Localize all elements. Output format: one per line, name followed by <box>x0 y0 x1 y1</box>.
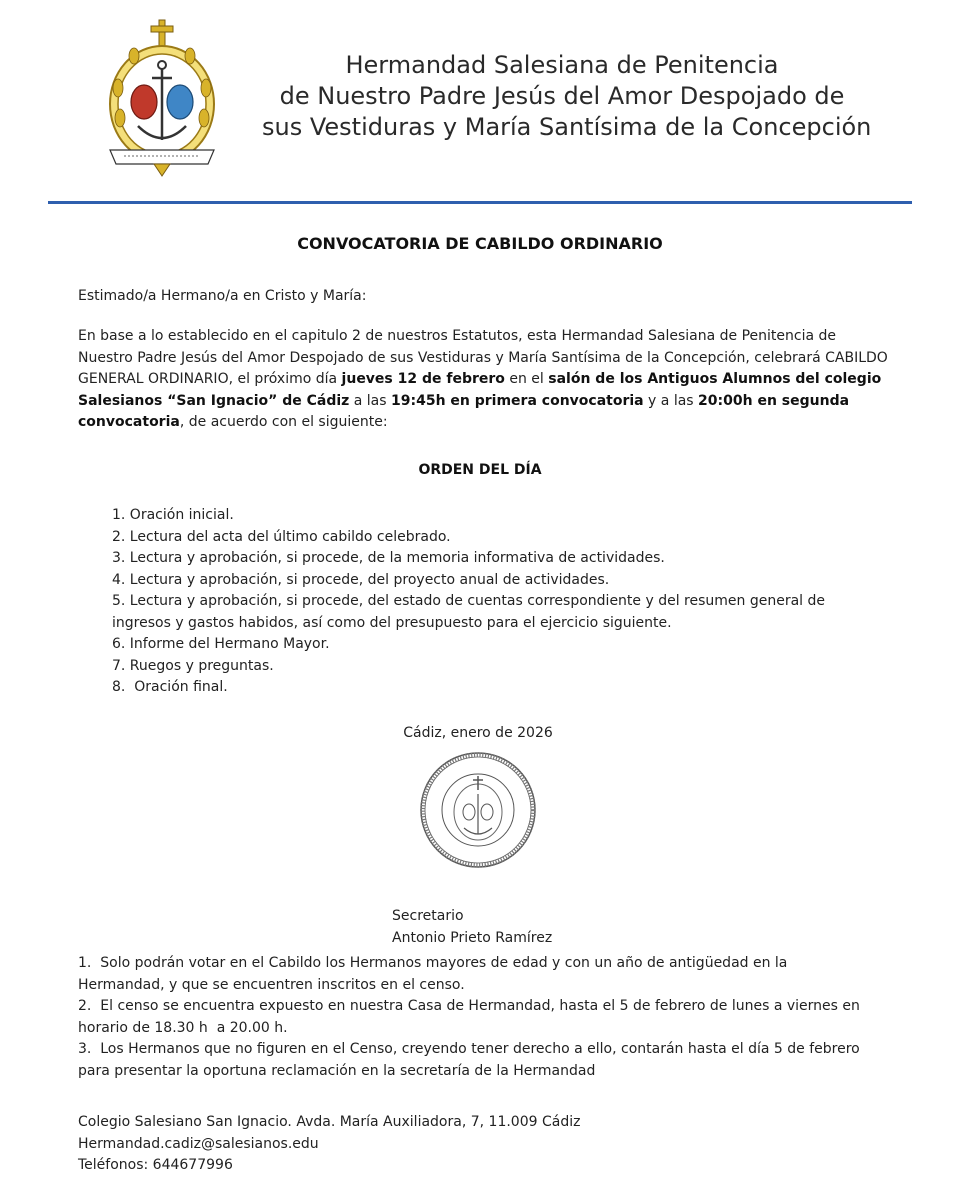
second-call-time: 20:00h en segunda convocatoria <box>78 392 850 430</box>
signer-name: Antonio Prieto Ramírez <box>392 929 553 946</box>
meeting-venue: salón de los Antiguos Alumnos del colegio Salesianos “San Ignacio” de Cádiz <box>78 371 882 409</box>
agenda-item: 4. Lectura y aprobación, si procede, del proyecto anual de actividades. <box>112 571 610 588</box>
note-item: 2. El censo se encuentra expuesto en nuestra Casa de Hermandad, hasta el 5 de febrero de lunes a viernes en horario de 18.30 h a 20.00 h. <box>78 998 865 1036</box>
note-item: 3. Los Hermanos que no figuren en el Censo, creyendo tener derecho a ello, contarán hasta el día 5 de febrero para presentar la oportuna reclamación en la secretaría de la Hermandad <box>78 1041 865 1079</box>
intro-text: En base a lo establecido en el capitulo 2 de nuestros Estatutos, esta Hermandad Salesiana de Penitencia de Nuestro Padre Jesús del Amor Despojado de sus Vestiduras y María Santísima de la Concepción, celebrará CABILDO GENERAL ORDINARIO, el próximo día <box>78 328 888 387</box>
brotherhood-seal-icon <box>418 750 538 870</box>
first-call-time: 19:45h en primera convocatoria <box>391 392 644 409</box>
footer-phone: Teléfonos: 644677996 <box>78 1157 233 1173</box>
agenda-item: 1. Oración inicial. <box>112 507 234 523</box>
signer-block <box>392 906 552 949</box>
document-title: CONVOCATORIA DE CABILDO ORDINARIO <box>297 234 663 253</box>
place-date: Cádiz, enero de 2026 <box>403 725 553 741</box>
agenda-list <box>112 505 862 699</box>
organization-title-line: Hermandad Salesiana de Penitencia <box>345 51 779 79</box>
intro-paragraph <box>78 326 890 434</box>
intro-text: en el <box>504 371 549 387</box>
greeting: Estimado/a Hermano/a en Cristo y María: <box>78 288 367 304</box>
agenda-item: 7. Ruegos y preguntas. <box>112 657 274 674</box>
agenda-item: 2. Lectura del acta del último cabildo celebrado. <box>112 528 451 545</box>
brotherhood-crest-icon <box>104 18 220 178</box>
footer-contact <box>78 1112 580 1177</box>
agenda-item: 8. Oración final. <box>112 679 228 695</box>
intro-text: , de acuerdo con el siguiente: <box>179 414 388 430</box>
footer-address: Colegio Salesiano San Ignacio. Avda. María Auxiliadora, 7, 11.009 Cádiz <box>78 1114 581 1130</box>
intro-text: a las <box>349 392 391 409</box>
agenda-title: ORDEN DEL DÍA <box>418 462 542 478</box>
signer-role: Secretario <box>392 908 464 924</box>
notes <box>78 953 878 1082</box>
agenda-item: 6. Informe del Hermano Mayor. <box>112 636 330 652</box>
footer-email: Hermandad.cadiz@salesianos.edu <box>78 1135 319 1152</box>
organization-title-line: de Nuestro Padre Jesús del Amor Despojado de <box>279 82 845 110</box>
agenda-item: 5. Lectura y aprobación, si procede, del estado de cuentas correspondiente y del resumen general de ingresos y gastos habidos, así como del presupuesto para el ejercicio siguiente. <box>112 593 830 631</box>
agenda-item: 3. Lectura y aprobación, si procede, de la memoria informativa de actividades. <box>112 550 665 566</box>
organization-title-line: sus Vestiduras y María Santísima de la Concepción <box>262 113 872 141</box>
header-divider <box>48 201 912 204</box>
meeting-date: jueves 12 de febrero <box>341 371 505 387</box>
intro-text: y a las <box>643 392 699 409</box>
organization-title <box>262 50 872 143</box>
note-item: 1. Solo podrán votar en el Cabildo los Hermanos mayores de edad y con un año de antigüedad en la Hermandad, y que se encuentren inscritos en el censo. <box>78 955 792 993</box>
